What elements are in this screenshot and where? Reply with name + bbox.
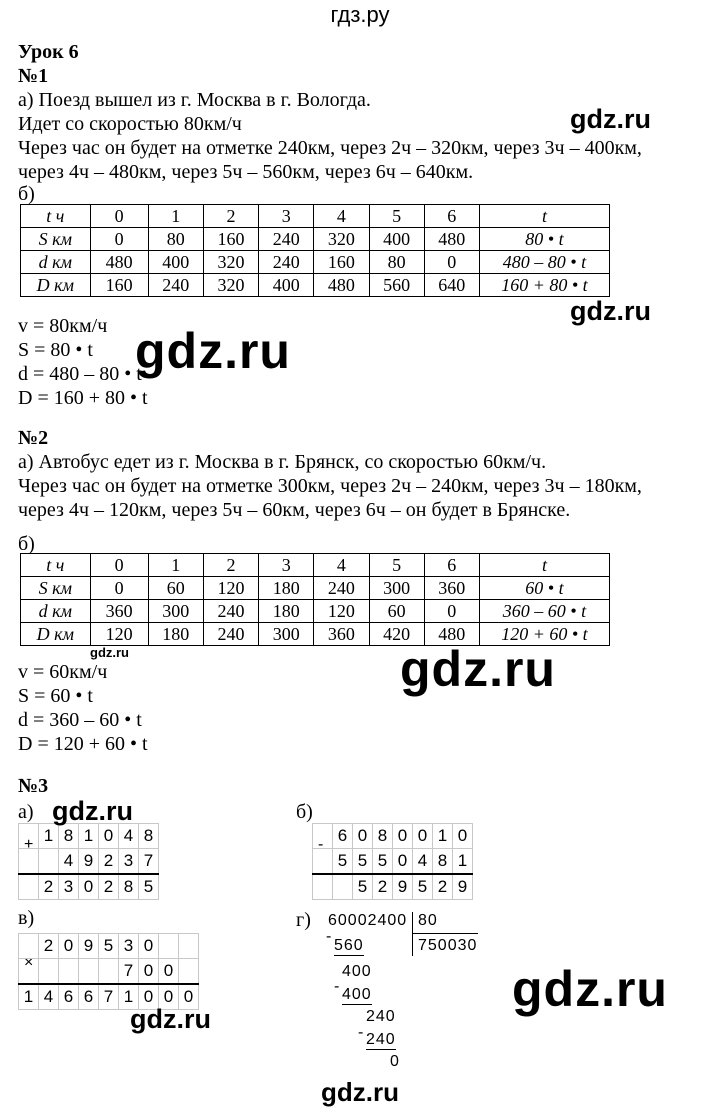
row-header-cell: S км — [21, 577, 91, 600]
division-step-4: 240 — [366, 1008, 396, 1025]
task1-formula-S: S = 80 • t — [18, 339, 93, 361]
table-row — [21, 577, 610, 600]
table-cell: 3 — [259, 205, 314, 228]
task1-b-label: б) — [18, 183, 35, 205]
task2-formula-v: v = 60км/ч — [18, 661, 108, 683]
digit-cell: 6 — [79, 984, 99, 1010]
digit-cell — [19, 849, 39, 875]
digit-cell: 9 — [453, 874, 473, 900]
task3-b-label: б) — [296, 801, 313, 823]
digit-cell: 5 — [373, 849, 393, 875]
digit-cell: 1 — [39, 824, 59, 849]
table-cell: 0 — [90, 554, 148, 577]
task2-formula-S: S = 60 • t — [18, 685, 93, 707]
digit-cell: 0 — [159, 984, 179, 1010]
task1-paragraph-1: Через час он будет на отметке 240км, через 2ч – 320км, через 3ч – 400км, — [18, 137, 642, 159]
digit-cell: 8 — [433, 849, 453, 875]
table-row — [21, 228, 610, 251]
digit-cell: 1 — [79, 824, 99, 849]
digit-cell: 5 — [353, 874, 373, 900]
table-cell: 120 + 60 • t — [479, 623, 609, 646]
digit-cell — [99, 959, 119, 985]
table-cell: 120 — [90, 623, 148, 646]
digit-cell: 9 — [393, 874, 413, 900]
row-header-cell: D км — [21, 274, 91, 297]
digit-cell: 2 — [433, 874, 453, 900]
table-cell: 120 — [314, 600, 369, 623]
task3-a-label: а) — [18, 801, 34, 823]
digit-cell: 5 — [139, 874, 159, 900]
table-cell: 0 — [424, 251, 479, 274]
row-header-cell: S км — [21, 228, 91, 251]
division-remainder: 0 — [390, 1053, 400, 1070]
task2-formula-d: d = 360 – 60 • t — [18, 709, 142, 731]
grid-row — [19, 959, 199, 985]
grid-row — [19, 824, 159, 849]
digit-cell — [39, 849, 59, 875]
table-cell: 3 — [259, 554, 314, 577]
division-dividend: 60002400 — [328, 912, 408, 929]
digit-cell — [179, 959, 199, 985]
digit-cell: 6 — [59, 984, 79, 1010]
table-cell: 300 — [259, 623, 314, 646]
table-cell: 160 — [203, 228, 258, 251]
task2-motion-table — [20, 553, 610, 646]
task3-v-label: в) — [18, 907, 35, 929]
digit-cell: 3 — [119, 849, 139, 875]
digit-cell — [313, 824, 333, 849]
task1-line-a: а) Поезд вышел из г. Москва в г. Вологда. — [18, 89, 371, 111]
division-minus-3: - — [358, 1024, 364, 1041]
row-header-cell: D км — [21, 623, 91, 646]
table-cell: 2 — [203, 554, 258, 577]
table-cell: 4 — [314, 205, 369, 228]
watermark: gdz.ru — [512, 961, 668, 1017]
table-cell: t — [479, 554, 609, 577]
grid-row — [313, 874, 473, 900]
digit-cell: 7 — [119, 959, 139, 985]
digit-cell: 0 — [139, 959, 159, 985]
footer-watermark: gdz.ru — [321, 1077, 399, 1107]
task2-b-label: б) — [18, 533, 35, 555]
digit-cell — [39, 959, 59, 985]
digit-cell: 0 — [159, 959, 179, 985]
watermark: gdz.ru — [130, 1004, 211, 1034]
table-cell: 2 — [203, 205, 258, 228]
digit-cell: 0 — [393, 849, 413, 875]
digit-cell: 0 — [453, 824, 473, 849]
table-cell: 240 — [314, 577, 369, 600]
digit-cell — [313, 874, 333, 900]
table-row — [21, 600, 610, 623]
table-row — [21, 205, 610, 228]
table-cell: 180 — [259, 600, 314, 623]
digit-cell: 8 — [59, 824, 79, 849]
table-cell: 60 — [369, 600, 424, 623]
division-step-3: 400 — [342, 986, 372, 1003]
task1-formula-D: D = 160 + 80 • t — [18, 387, 148, 409]
task2-line-a: а) Автобус едет из г. Москва в г. Брянск, со скоростью 60км/ч. — [18, 451, 547, 473]
site-header: гдз.ру — [330, 2, 390, 27]
table-cell: 240 — [203, 623, 258, 646]
table-cell: 400 — [369, 228, 424, 251]
watermark: gdz.ru — [570, 296, 651, 326]
table-cell: 480 – 80 • t — [479, 251, 609, 274]
division-minus-1: - — [326, 928, 332, 945]
table-cell: 1 — [148, 205, 203, 228]
grid-row — [19, 849, 159, 875]
table-cell: 0 — [90, 577, 148, 600]
table-cell: 320 — [203, 274, 258, 297]
table-cell: 480 — [90, 251, 148, 274]
watermark: gdz.ru — [135, 323, 291, 379]
digit-cell — [19, 934, 39, 959]
digit-cell: 8 — [373, 824, 393, 849]
digit-cell: 1 — [19, 984, 39, 1010]
digit-cell: 2 — [99, 849, 119, 875]
table-cell: 80 • t — [479, 228, 609, 251]
task1-number: №1 — [18, 65, 49, 87]
division-minus-2: - — [334, 978, 340, 995]
table-cell: 80 — [148, 228, 203, 251]
table-cell: 1 — [148, 554, 203, 577]
table-cell: 360 — [90, 600, 148, 623]
table-cell: 420 — [369, 623, 424, 646]
table-cell: 6 — [424, 205, 479, 228]
task1-formula-v: v = 80км/ч — [18, 315, 108, 337]
digit-cell — [159, 934, 179, 959]
digit-cell: 5 — [333, 849, 353, 875]
table-cell: 480 — [314, 274, 369, 297]
table-cell: 120 — [203, 577, 258, 600]
addition-grid — [18, 823, 159, 900]
digit-cell: 8 — [119, 874, 139, 900]
table-cell: 240 — [259, 251, 314, 274]
table-cell: 480 — [424, 623, 479, 646]
task1-formula-d: d = 480 – 80 • t — [18, 363, 142, 385]
digit-cell: 1 — [433, 824, 453, 849]
task1-line-speed: Идет со скоростью 80км/ч — [18, 113, 242, 135]
digit-cell: 6 — [333, 824, 353, 849]
digit-cell — [19, 824, 39, 849]
table-cell: 0 — [424, 600, 479, 623]
task2-paragraph-1: Через час он будет на отметке 300км, через 2ч – 240км, через 3ч – 180км, — [18, 475, 642, 497]
digit-cell: 7 — [99, 984, 119, 1010]
table-row — [21, 554, 610, 577]
table-cell: 160 + 80 • t — [479, 274, 609, 297]
digit-cell: 4 — [39, 984, 59, 1010]
division-quotient: 750030 — [418, 937, 478, 954]
digit-cell: 3 — [59, 874, 79, 900]
table-cell: 180 — [259, 577, 314, 600]
table-cell: 360 – 60 • t — [479, 600, 609, 623]
table-cell: 240 — [259, 228, 314, 251]
table-cell: 560 — [369, 274, 424, 297]
digit-cell: 8 — [139, 824, 159, 849]
division-bracket-vertical — [412, 912, 413, 956]
task2-number: №2 — [18, 427, 49, 449]
table-cell: 60 • t — [479, 577, 609, 600]
task3-number: №3 — [18, 775, 49, 797]
digit-cell — [19, 959, 39, 985]
table-cell: 6 — [424, 554, 479, 577]
table-cell: 5 — [369, 554, 424, 577]
digit-cell: 0 — [139, 984, 159, 1010]
task1-motion-table — [20, 204, 610, 297]
table-cell: 4 — [314, 554, 369, 577]
digit-cell: 0 — [393, 824, 413, 849]
row-header-cell: t ч — [21, 205, 91, 228]
digit-cell: 0 — [79, 874, 99, 900]
digit-cell — [179, 934, 199, 959]
table-cell: 360 — [424, 577, 479, 600]
task2-formula-D: D = 120 + 60 • t — [18, 733, 148, 755]
digit-cell: 4 — [119, 824, 139, 849]
table-cell: 300 — [148, 600, 203, 623]
watermark: gdz.ru — [570, 104, 651, 134]
division-step-2: 400 — [342, 963, 372, 980]
digit-cell: 7 — [139, 849, 159, 875]
digit-cell: 2 — [99, 874, 119, 900]
table-cell: 0 — [90, 205, 148, 228]
table-cell: t — [479, 205, 609, 228]
grid-row — [313, 824, 473, 849]
table-cell: 180 — [148, 623, 203, 646]
task2-paragraph-2: через 4ч – 120км, через 5ч – 60км, через 6ч – он будет в Брянске. — [18, 499, 571, 521]
digit-cell: 0 — [59, 934, 79, 959]
digit-cell: 2 — [39, 874, 59, 900]
table-cell: 5 — [369, 205, 424, 228]
table-cell: 400 — [259, 274, 314, 297]
digit-cell — [59, 959, 79, 985]
grid-row — [313, 849, 473, 875]
division-divisor: 80 — [418, 912, 438, 929]
subtraction-grid — [312, 823, 473, 900]
digit-cell: 0 — [179, 984, 199, 1010]
watermark: gdz.ru — [400, 641, 556, 697]
digit-cell: 1 — [119, 984, 139, 1010]
table-cell: 400 — [148, 251, 203, 274]
digit-cell: 1 — [453, 849, 473, 875]
row-header-cell: d км — [21, 600, 91, 623]
digit-cell: 4 — [413, 849, 433, 875]
table-cell: 320 — [203, 251, 258, 274]
table-cell: 0 — [90, 228, 148, 251]
addition-sign: + — [24, 836, 34, 853]
grid-row — [19, 934, 199, 959]
table-cell: 320 — [314, 228, 369, 251]
table-cell: 240 — [203, 600, 258, 623]
division-step-1: 560 — [334, 937, 364, 954]
lesson-title: Урок 6 — [18, 41, 79, 63]
digit-cell — [313, 849, 333, 875]
digit-cell: 0 — [99, 824, 119, 849]
table-cell: 80 — [369, 251, 424, 274]
division-bracket-horizontal — [412, 933, 478, 934]
multiplication-sign: × — [24, 954, 34, 971]
division-step-5: 240 — [366, 1031, 396, 1048]
table-cell: 360 — [314, 623, 369, 646]
table-cell: 240 — [148, 274, 203, 297]
table-cell: 60 — [148, 577, 203, 600]
multiplication-grid — [18, 933, 199, 1010]
digit-cell: 9 — [79, 934, 99, 959]
table-cell: 640 — [424, 274, 479, 297]
table-cell: 480 — [424, 228, 479, 251]
task1-paragraph-2: через 4ч – 480км, через 5ч – 560км, через 6ч – 640км. — [18, 161, 474, 183]
task3-g-label: г) — [296, 909, 311, 931]
grid-row — [19, 874, 159, 900]
digit-cell: 2 — [39, 934, 59, 959]
digit-cell: 5 — [353, 849, 373, 875]
table-cell: 160 — [90, 274, 148, 297]
digit-cell: 2 — [373, 874, 393, 900]
digit-cell — [79, 959, 99, 985]
digit-cell: 0 — [353, 824, 373, 849]
watermark: gdz.ru — [90, 645, 129, 660]
row-header-cell: d км — [21, 251, 91, 274]
subtraction-sign: - — [318, 836, 324, 853]
table-row — [21, 274, 610, 297]
digit-cell — [19, 874, 39, 900]
digit-cell: 3 — [119, 934, 139, 959]
row-header-cell: t ч — [21, 554, 91, 577]
digit-cell: 5 — [413, 874, 433, 900]
table-cell: 160 — [314, 251, 369, 274]
digit-cell: 4 — [59, 849, 79, 875]
digit-cell — [333, 874, 353, 900]
table-row — [21, 251, 610, 274]
table-cell: 300 — [369, 577, 424, 600]
digit-cell: 9 — [79, 849, 99, 875]
digit-cell: 0 — [139, 934, 159, 959]
watermark: gdz.ru — [52, 796, 133, 826]
digit-cell: 5 — [99, 934, 119, 959]
digit-cell: 0 — [413, 824, 433, 849]
